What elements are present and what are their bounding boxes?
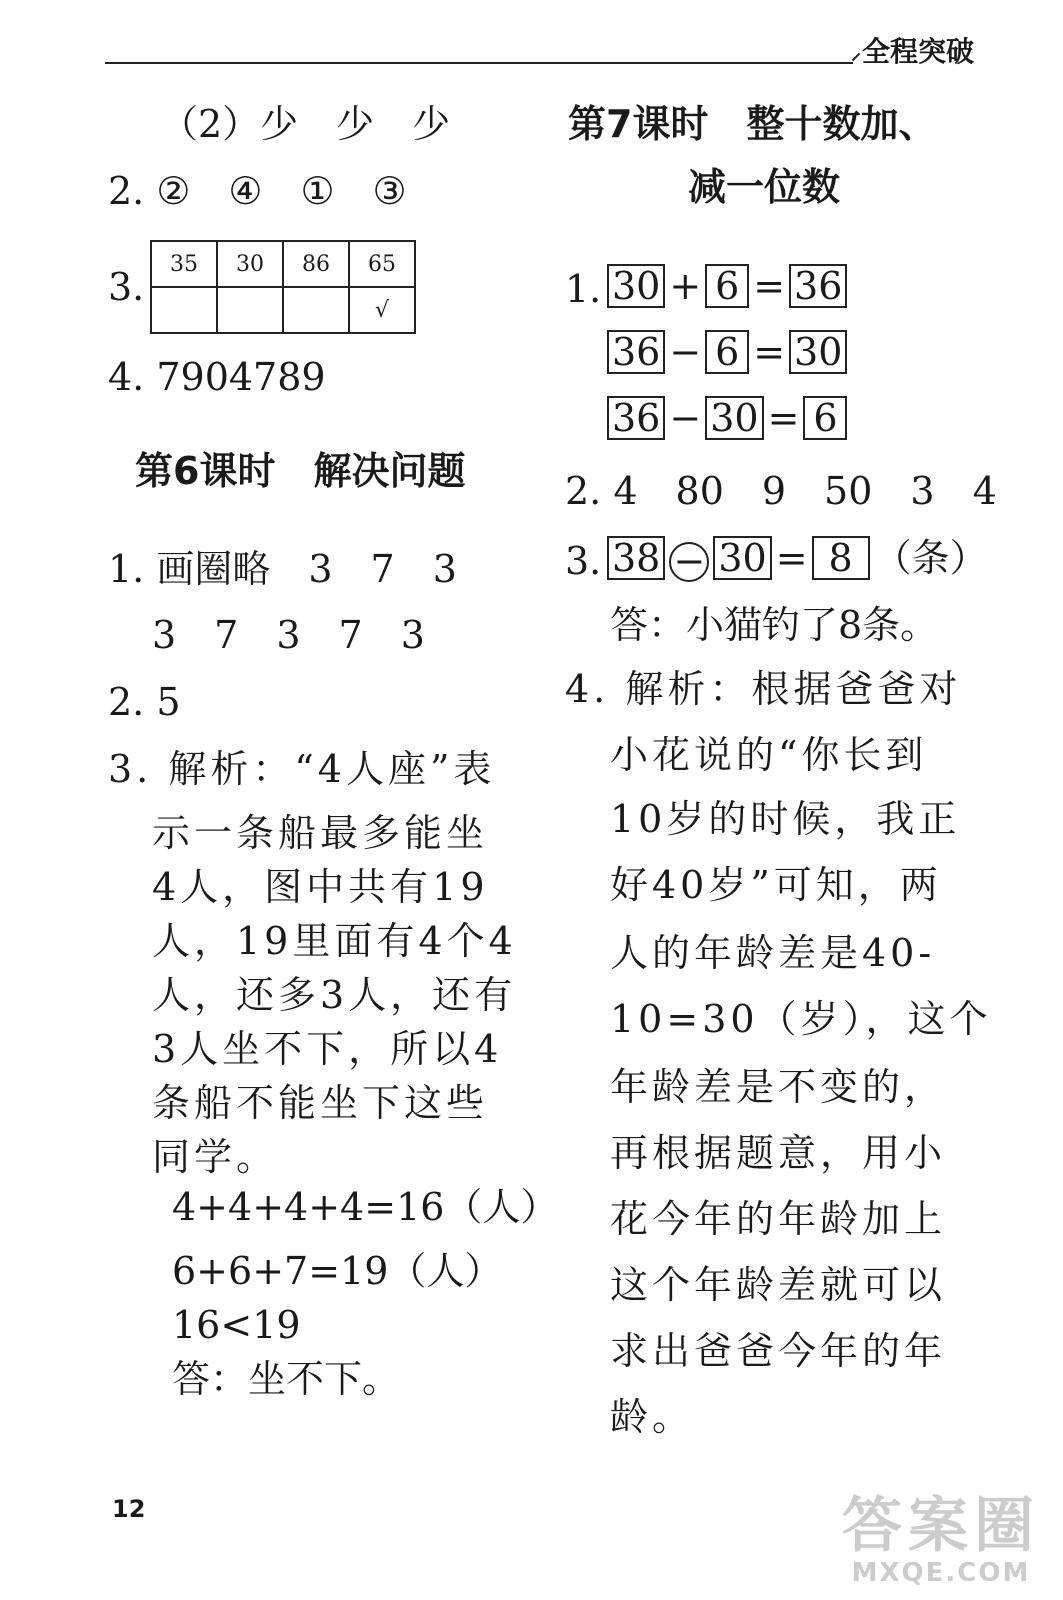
l6-q3-line: 人，19里面有4个4 [152,919,517,963]
answer-box: 38 [607,536,665,580]
r-q2-answer: 2. 4 80 9 50 3 4 [565,469,997,513]
answer-box: 8 [812,536,870,580]
l6-q1-line2: 3 7 3 7 3 [152,613,425,657]
r-q3-equation [607,534,992,582]
q3-mark-cell: √ [349,287,415,333]
q3-mark-cell [151,287,217,333]
equals-sign: = [767,396,800,440]
r-q1-equation [607,394,847,442]
answer-box: 30 [713,536,771,580]
operator: − [669,396,702,440]
r-q1-equation [607,328,847,376]
r-q4-line: 10岁的时候，我正 [610,797,961,841]
r-q1-label: 1. [565,267,602,311]
r-q4-line: 这个年龄差就可以 [610,1263,947,1307]
equals-sign: = [753,264,786,308]
l6-q2-answer: 2. 5 [108,680,181,724]
operator: + [669,264,702,308]
r-q4-line: 年龄差是不变的， [610,1065,947,1109]
equals-sign: = [775,536,808,580]
q3-table [150,240,416,334]
l6-q3-line: 人，还多3人，还有 [152,973,517,1017]
r-q1-equation [607,262,847,310]
q3-number-cell: 65 [349,241,415,287]
q3-mark-cell [217,287,283,333]
l6-q1-line1: 1. 画圈略 3 7 3 [108,547,457,591]
page-number: 12 [112,1495,146,1523]
q2-answer: 2. ② ④ ① ③ [108,169,407,213]
l6-calc-2: 6+6+7=19（人） [172,1249,503,1293]
l6-calc-1: 4+4+4+4=16（人） [172,1185,559,1229]
l6-q3-line: 3. 解析：“4人座”表 [108,747,496,791]
r-q4-line: 好40岁”可知，两 [610,863,942,907]
answer-box: 30 [705,396,763,440]
answer-box: 30 [789,330,847,374]
r-q4-line: 小花说的“你长到 [610,733,928,777]
q3-mark-cell [283,287,349,333]
r-q4-line: 再根据题意，用小 [610,1131,947,1175]
equals-sign: = [753,330,786,374]
q1-sub2-answer: （2）少 少 少 [160,102,451,146]
answer-box: 6 [705,330,749,374]
unit-label: （条） [873,536,988,580]
answer-box: 6 [705,264,749,308]
operator: − [669,330,702,374]
lesson7-title-line2: 减一位数 [688,165,841,209]
header-rule [105,62,853,64]
q3-number-cell: 86 [283,241,349,287]
watermark-url: MXQE.COM [851,1558,1031,1588]
watermark-logo [842,1478,1040,1588]
r-q3-answer: 答：小猫钓了8条。 [610,603,939,647]
answer-box: 30 [607,264,665,308]
l6-calc-3: 16<19 [172,1303,301,1347]
r-q4-line: 花今年的年龄加上 [610,1197,947,1241]
l6-answer: 答：坐不下。 [172,1357,401,1401]
watermark-text: 答案圈 [842,1491,1040,1561]
book-title: 全程突破 [862,35,975,68]
q3-label: 3. [108,265,145,309]
answer-box: 36 [607,396,665,440]
l6-q3-line: 3人坐不下，所以4 [152,1027,503,1071]
answer-box: 6 [803,396,847,440]
q3-number-cell: 35 [151,241,217,287]
r-q4-line: 人的年龄差是40- [610,931,936,975]
l6-q3-line: 同学。 [152,1135,279,1179]
lesson7-title-line1: 第7课时 整十数加、 [568,102,937,146]
r-q4-line: 龄。 [610,1395,695,1439]
answer-box: 36 [607,330,665,374]
l6-q3-line: 示一条船最多能坐 [152,811,489,855]
l6-q3-line: 4人，图中共有19 [152,865,489,909]
r-q4-line: 求出爸爸今年的年 [610,1329,947,1373]
r-q4-line: 4. 解析：根据爸爸对 [565,667,962,711]
r-q3-label: 3. [565,539,602,583]
answer-box: 36 [789,264,847,308]
circled-operator: − [669,542,709,582]
r-q4-line: 10=30（岁），这个 [610,997,992,1041]
lesson6-title: 第6课时 解决问题 [135,449,466,493]
q4-answer: 4. 7904789 [108,355,326,399]
q3-number-cell: 30 [217,241,283,287]
l6-q3-line: 条船不能坐下这些 [152,1081,489,1125]
